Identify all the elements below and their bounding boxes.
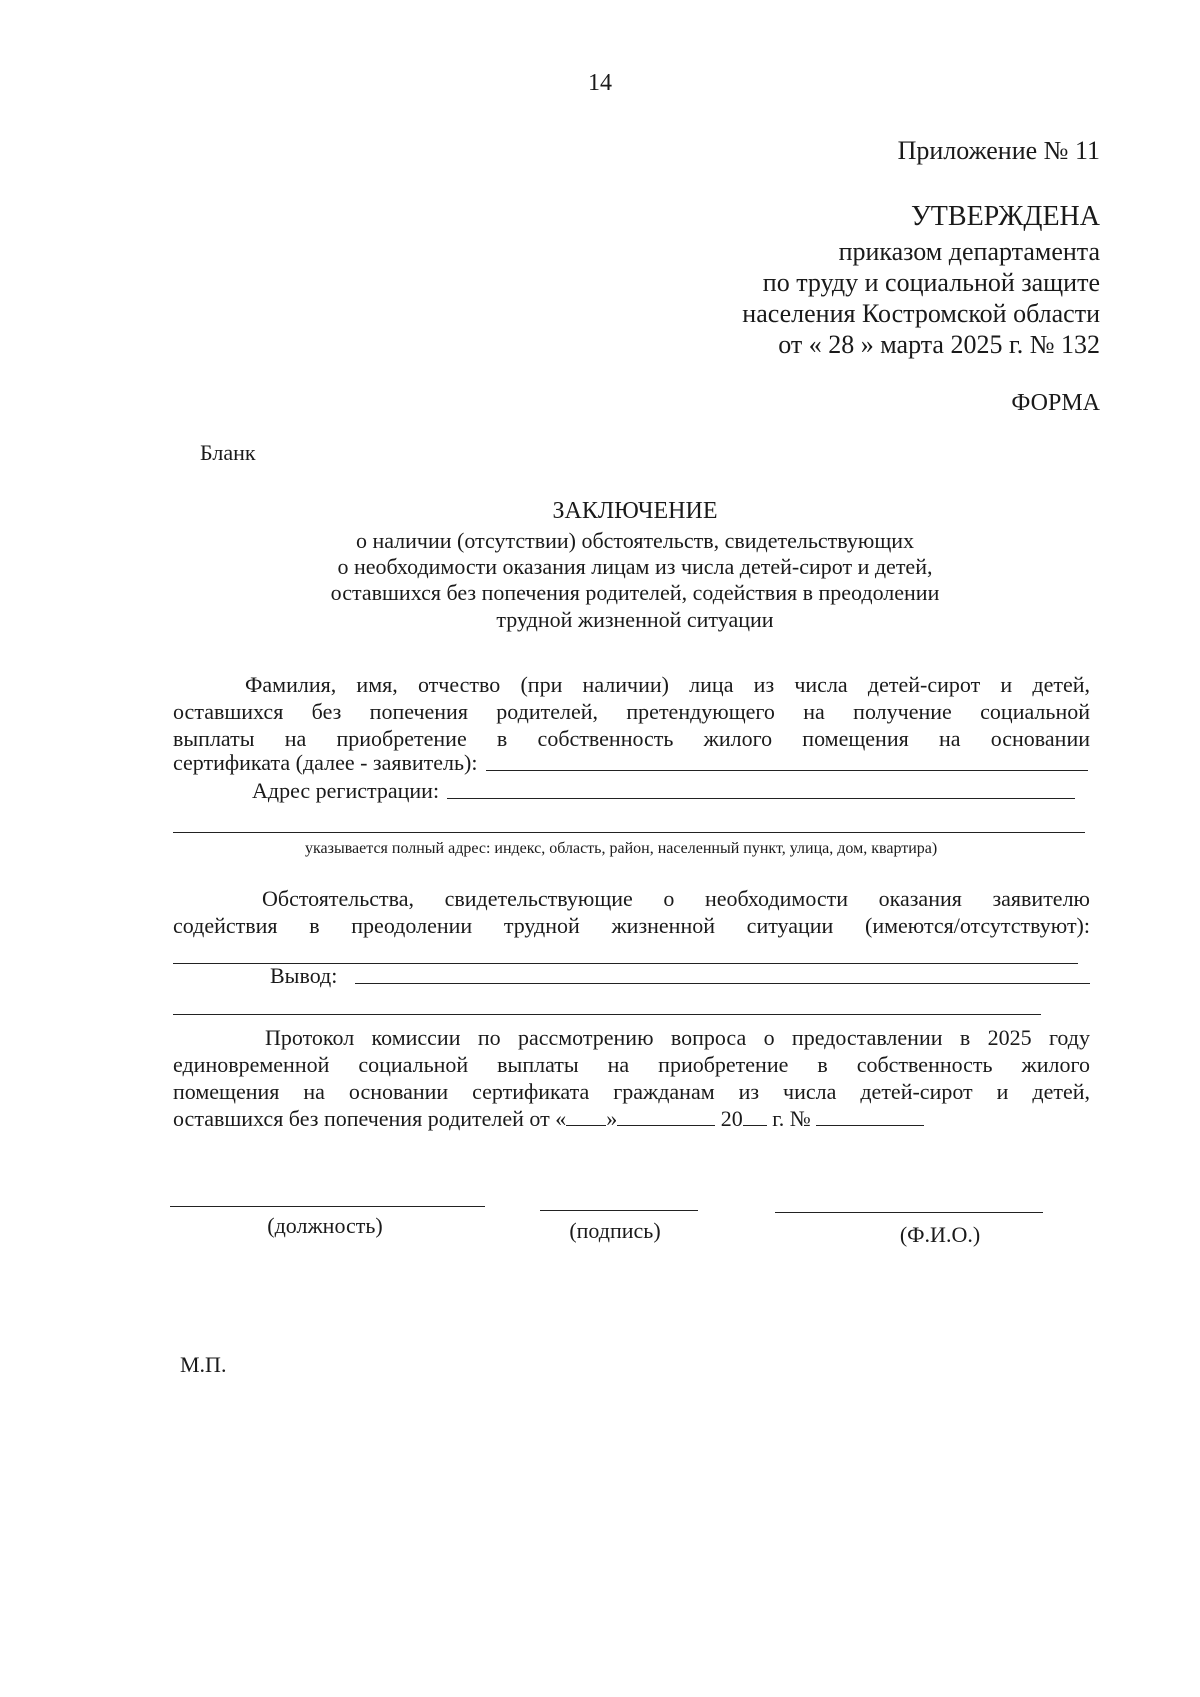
subtitle-line-3: оставшихся без попечения родителей, содействия в преодолении [330,580,940,606]
circumstances-line-1: Обстоятельства, свидетельствующие о необходимости оказания заявителю [262,886,1090,911]
conclusion-field[interactable] [355,983,1090,984]
approval-title: УТВЕРЖДЕНА [910,201,1100,232]
full-name-caption: (Ф.И.О.) [899,1222,981,1247]
subtitle-line-1: о наличии (отсутствии) обстоятельств, свидетельствующих [355,527,915,553]
subtitle-line-4: трудной жизненной ситуации [496,606,774,632]
blank-label: Бланк [200,440,256,465]
applicant-name-field[interactable] [486,770,1089,771]
conclusion-row [270,963,1090,989]
protocol-number-label: г. № [766,1106,817,1131]
applicant-name-row [173,750,1088,776]
subtitle-line-2: о необходимости оказания лицам из числа детей-сирот и детей, [337,553,933,579]
full-name-field[interactable] [775,1212,1043,1213]
address-continuation-field[interactable] [173,832,1085,833]
applicant-line-4: сертификата (далее - заявитель): [173,750,478,775]
applicant-line-2: оставшихся без попечения родителей, претендующего на получение социальной [173,699,1090,724]
applicant-line-1: Фамилия, имя, отчество (при наличии) лица из числа детей-сирот и детей, [245,672,1090,697]
circumstances-line-2: содействия в преодолении трудной жизненной ситуации (имеются/отсутствуют): [173,913,1090,938]
title-block [170,498,1100,633]
approval-block [560,200,1100,360]
protocol-number-field[interactable] [816,1125,924,1126]
signature-field[interactable] [540,1210,698,1211]
approval-line-1: приказом департамента [838,236,1100,266]
conclusion-continuation-field[interactable] [173,1014,1041,1015]
address-row [252,778,1075,804]
form-label: ФОРМА [1011,390,1100,416]
address-hint: указывается полный адрес: индекс, область, район, населенный пункт, улица, дом, квартира) [305,840,938,857]
protocol-month-field[interactable] [617,1125,715,1126]
page-number: 14 [588,70,612,96]
protocol-quote-close: » [606,1106,618,1131]
position-field[interactable] [170,1206,485,1207]
protocol-line-1: Протокол комиссии по рассмотрению вопроса о предоставлении в 2025 году [265,1025,1090,1050]
protocol-line-4 [173,1106,924,1132]
protocol-line-2: единовременной социальной выплаты на приобретение в собственность жилого [173,1052,1090,1077]
stamp-place: М.П. [180,1352,227,1377]
address-label: Адрес регистрации: [252,778,440,803]
signature-caption: (подпись) [569,1218,661,1243]
protocol-year-prefix: 20 [715,1106,743,1131]
position-caption: (должность) [267,1213,383,1238]
protocol-year-field[interactable] [743,1125,767,1126]
document-title: ЗАКЛЮЧЕНИЕ [552,498,718,524]
approval-line-3: населения Костромской области [742,298,1100,328]
conclusion-label: Вывод: [270,963,338,988]
approval-line-4: от « 28 » марта 2025 г. № 132 [778,330,1100,360]
approval-line-2: по труду и социальной защите [762,267,1100,297]
protocol-day-field[interactable] [566,1125,606,1126]
annex-number: Приложение № 11 [897,136,1100,165]
address-field[interactable] [447,798,1075,799]
protocol-line-3: помещения на основании сертификата гражданам из числа детей-сирот и детей, [173,1079,1090,1104]
protocol-line-4-text: оставшихся без попечения родителей от « [173,1106,567,1131]
applicant-line-3: выплаты на приобретение в собственность жилого помещения на основании [173,726,1090,751]
